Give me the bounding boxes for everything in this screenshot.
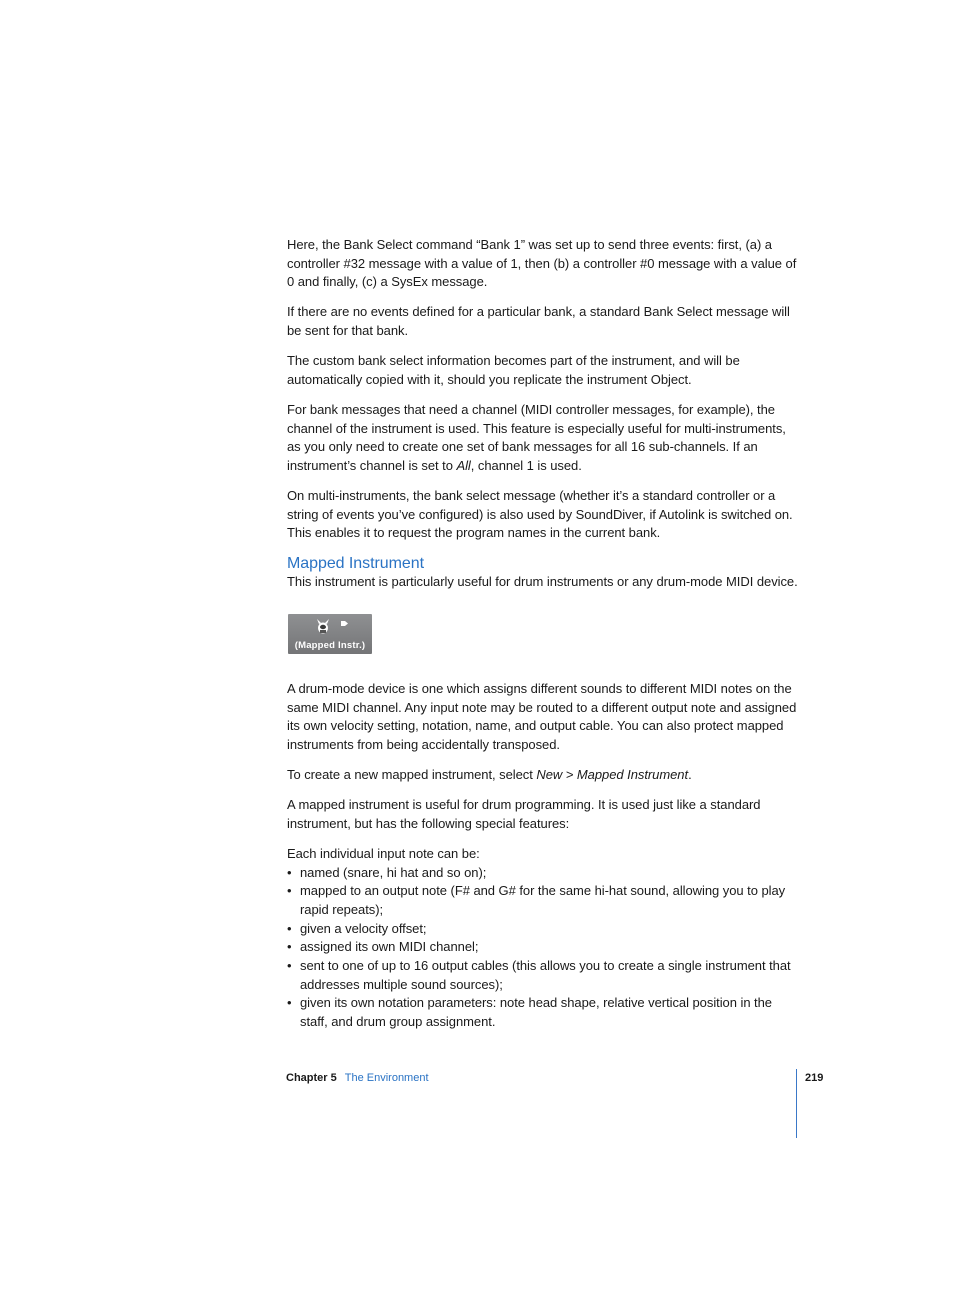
footer-section-link[interactable]: The Environment — [344, 1072, 429, 1084]
list-item — [287, 882, 799, 919]
list-item-text: mapped to an output note (F# and G# for the same hi-hat sound, allowing you to play rapid repeats); — [300, 883, 786, 917]
page-footer — [286, 1069, 429, 1087]
bullet: • — [287, 995, 292, 1011]
bullet: • — [287, 939, 292, 955]
text: To create a new mapped instrument, select — [287, 767, 537, 783]
text: , channel 1 is used. — [470, 457, 582, 473]
paragraph: If there are no events defined for a particular bank, a standard Bank Select message will be sent for that bank. — [287, 304, 790, 339]
section-heading: Mapped Instrument — [287, 555, 425, 573]
paragraph: On multi-instruments, the bank select message (whether it’s a standard controller or a string of events you’ve configured) is also used by SoundDiver, if Autolink is switched on. This enables it to request the program names in the current bank. — [287, 487, 793, 541]
drum-icon — [315, 618, 331, 635]
text: For bank messages that need a channel (MIDI controller messages, for example), the channel of the instrument is used. This feature is especially useful for multi-instruments, as you only need to create one set of bank messages for all 16 sub-channels. If an instrument’s channel is set to — [287, 401, 786, 473]
page-number: 219 — [805, 1072, 824, 1084]
list-item — [287, 994, 799, 1031]
list-intro: Each individual input note can be: — [287, 845, 480, 861]
bullet: • — [287, 883, 292, 899]
paragraph: Here, the Bank Select command “Bank 1” was set up to send three events: first, (a) a controller #32 message with a value of 1, then (b) a controller #0 message with a value of 0 and finally, (c) a SysEx message. — [287, 237, 797, 290]
paragraph-channel — [287, 401, 799, 476]
bullet: • — [287, 920, 292, 936]
text: . — [688, 767, 692, 783]
bullet: • — [287, 958, 292, 974]
paragraph: A mapped instrument is useful for drum programming. It is used just like a standard instrument, but has the following special features: — [287, 797, 761, 831]
list-item-text: sent to one of up to 16 output cables (this allows you to create a single instrument that addresses multiple sound sources); — [300, 958, 791, 992]
output-flag-icon — [341, 620, 349, 628]
list-item-text: given a velocity offset; — [300, 920, 427, 936]
feature-list — [287, 864, 799, 1032]
section-intro: This instrument is particularly useful for drum instruments or any drum-mode MIDI device. — [287, 574, 798, 590]
list-item-text: assigned its own MIDI channel; — [300, 939, 479, 955]
icon-label: (Mapped Instr.) — [294, 640, 366, 652]
bullet: • — [287, 864, 292, 880]
paragraph-create — [287, 766, 799, 785]
footer-divider — [796, 1069, 797, 1138]
list-item — [287, 938, 799, 957]
list-item — [287, 864, 799, 883]
paragraph: A drum-mode device is one which assigns different sounds to different MIDI notes on the same MIDI channel. Any input note may be routed to a different output note and assigned its own velocity setting, notation, name, and output cable. You can also protect mapped instruments from being accidentally transposed. — [287, 681, 797, 753]
mapped-instrument-icon — [288, 614, 372, 654]
menu-path: New > Mapped Instrument — [536, 767, 689, 783]
footer-chapter: Chapter 5 — [286, 1072, 337, 1084]
list-item-text: given its own notation parameters: note head shape, relative vertical position in the staff, and drum group assignment. — [300, 995, 772, 1030]
list-item-text: named (snare, hi hat and so on); — [300, 864, 487, 880]
page-body — [287, 236, 799, 1032]
emphasis: All — [456, 457, 471, 473]
paragraph: The custom bank select information becomes part of the instrument, and will be automatically copied with it, should you replicate the instrument Object. — [287, 353, 740, 387]
list-item — [287, 920, 799, 939]
list-item — [287, 957, 799, 994]
